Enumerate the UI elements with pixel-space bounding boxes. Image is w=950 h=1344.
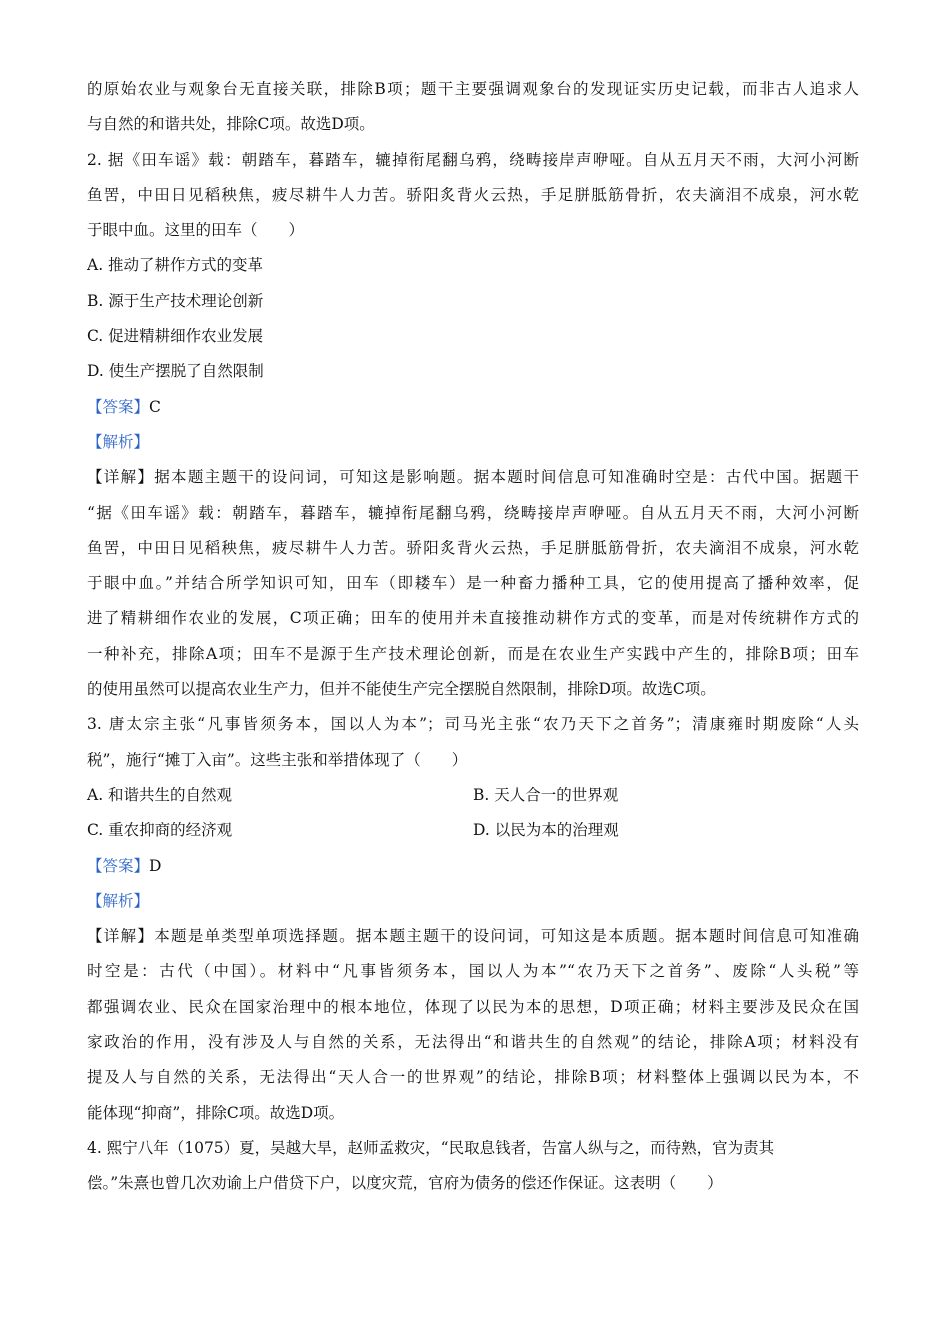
answer-label: 【答案】 — [87, 856, 150, 875]
detail-label: 【详解】 — [87, 927, 155, 946]
detail-label: 【详解】 — [87, 468, 155, 487]
document-page — [87, 72, 859, 1202]
answer-row — [87, 390, 859, 425]
question-3 — [87, 707, 859, 1131]
detail-line: 时空是：古代（中国）。材料中“凡事皆须务本，国以人为本”“农乃天下之首务”、废除“人头税”等 — [87, 962, 859, 981]
detail-line — [87, 919, 859, 954]
option-b: B. 天人合一的世界观 — [473, 785, 619, 804]
answer-row — [87, 849, 859, 884]
question-stem-line: 2. 据《田车谣》载：朝踏车，暮踏车，辘掉衔尾翻乌鸦，绕畴接岸声咿哑。自从五月天不雨，大河小河断 — [87, 150, 859, 169]
detail-line: 提及人与自然的关系，无法得出“天人合一的世界观”的结论，排除B项；材料整体上强调以民为本，不 — [87, 1068, 859, 1087]
detail-line: 进了精耕细作农业的发展，C项正确；田车的使用并未直接推动耕作方式的变革，而是对传统耕作方式的 — [87, 609, 859, 628]
question-4 — [87, 1131, 859, 1202]
detail-line: 都强调农业、民众在国家治理中的根本地位，体现了以民为本的思想，D项正确；材料主要涉及民众在国 — [87, 997, 859, 1016]
option-a: A. 推动了耕作方式的变革 — [87, 256, 264, 275]
analysis-label: 【解析】 — [87, 432, 150, 451]
answer-value: D — [149, 856, 162, 875]
question-stem-line: 鱼罟，中田日见稻秧焦，疲尽耕牛人力苦。骄阳炙背火云热，手足胼胝筋骨折，农夫滴泪不成泉，河水乾 — [87, 185, 859, 204]
question-stem-line: 税”，施行“摊丁入亩”。这些主张和举措体现了（ ） — [87, 750, 468, 769]
detail-line: 家政治的作用，没有涉及人与自然的关系，无法得出“和谐共生的自然观”的结论，排除A项；材料没有 — [87, 1033, 859, 1052]
analysis-row — [87, 884, 859, 919]
detail-line: 能体现“抑商”，排除C项。故选D项。 — [87, 1103, 345, 1122]
option-c: C. 重农抑商的经济观 — [87, 821, 233, 840]
question-stem-line: 偿。”朱熹也曾几次劝谕上户借贷下户，以度灾荒，官府为债务的偿还作保证。这表明（ ） — [87, 1174, 723, 1193]
detail-line: 于眼中血。”并结合所学知识可知，田车（即耧车）是一种畜力播种工具，它的使用提高了播种效率，促 — [87, 574, 859, 593]
analysis-label: 【解析】 — [87, 891, 150, 910]
question-stem-line: 3. 唐太宗主张“凡事皆须务本，国以人为本”；司马光主张“农乃天下之首务”；清康雍时期废除“人头 — [87, 715, 859, 734]
question-stem-line: 4. 熙宁八年（1075）夏，吴越大旱，赵师孟救灾，“民取息钱者，告富人纵与之，而待熟，官为责其 — [87, 1138, 775, 1157]
detail-text: 本题是单类型单项选择题。据本题主题干的设问词，可知这是本质题。据本题时间信息可知准确 — [154, 927, 859, 946]
analysis-row — [87, 425, 859, 460]
detail-text: 据本题主题干的设问词，可知这是影响题。据本题时间信息可知准确时空是：古代中国。据题干 — [154, 468, 859, 487]
answer-label: 【答案】 — [87, 397, 150, 416]
intro-line: 与自然的和谐共处，排除C项。故选D项。 — [87, 115, 375, 134]
option-d: D. 使生产摆脱了自然限制 — [87, 362, 264, 381]
answer-value: C — [149, 397, 161, 416]
detail-line: 一种补充，排除A项；田车不是源于生产技术理论创新，而是在农业生产实践中产生的，排除B项；田车 — [87, 644, 859, 663]
option-b: B. 源于生产技术理论创新 — [87, 291, 264, 310]
question-stem-line: 于眼中血。这里的田车（ ） — [87, 221, 305, 240]
detail-line — [87, 460, 859, 495]
detail-line: 的使用虽然可以提高农业生产力，但并不能使生产完全摆脱自然限制，排除D项。故选C项。 — [87, 680, 716, 699]
options-row — [87, 778, 859, 813]
intro-line: 的原始农业与观象台无直接关联，排除B项；题干主要强调观象台的发现证实历史记载，而非古人追求人 — [87, 80, 859, 98]
detail-line: “据《田车谣》载：朝踏车，暮踏车，辘掉衔尾翻乌鸦，绕畴接岸声咿哑。自从五月天不雨，大河小河断 — [87, 503, 859, 522]
question-2 — [87, 143, 859, 708]
option-a: A. 和谐共生的自然观 — [87, 785, 233, 804]
option-d: D. 以民为本的治理观 — [473, 821, 619, 840]
detail-line: 鱼罟，中田日见稻秧焦，疲尽耕牛人力苦。骄阳炙背火云热，手足胼胝筋骨折，农夫滴泪不成泉，河水乾 — [87, 538, 859, 557]
option-c: C. 促进精耕细作农业发展 — [87, 327, 264, 346]
options-row — [87, 813, 859, 848]
